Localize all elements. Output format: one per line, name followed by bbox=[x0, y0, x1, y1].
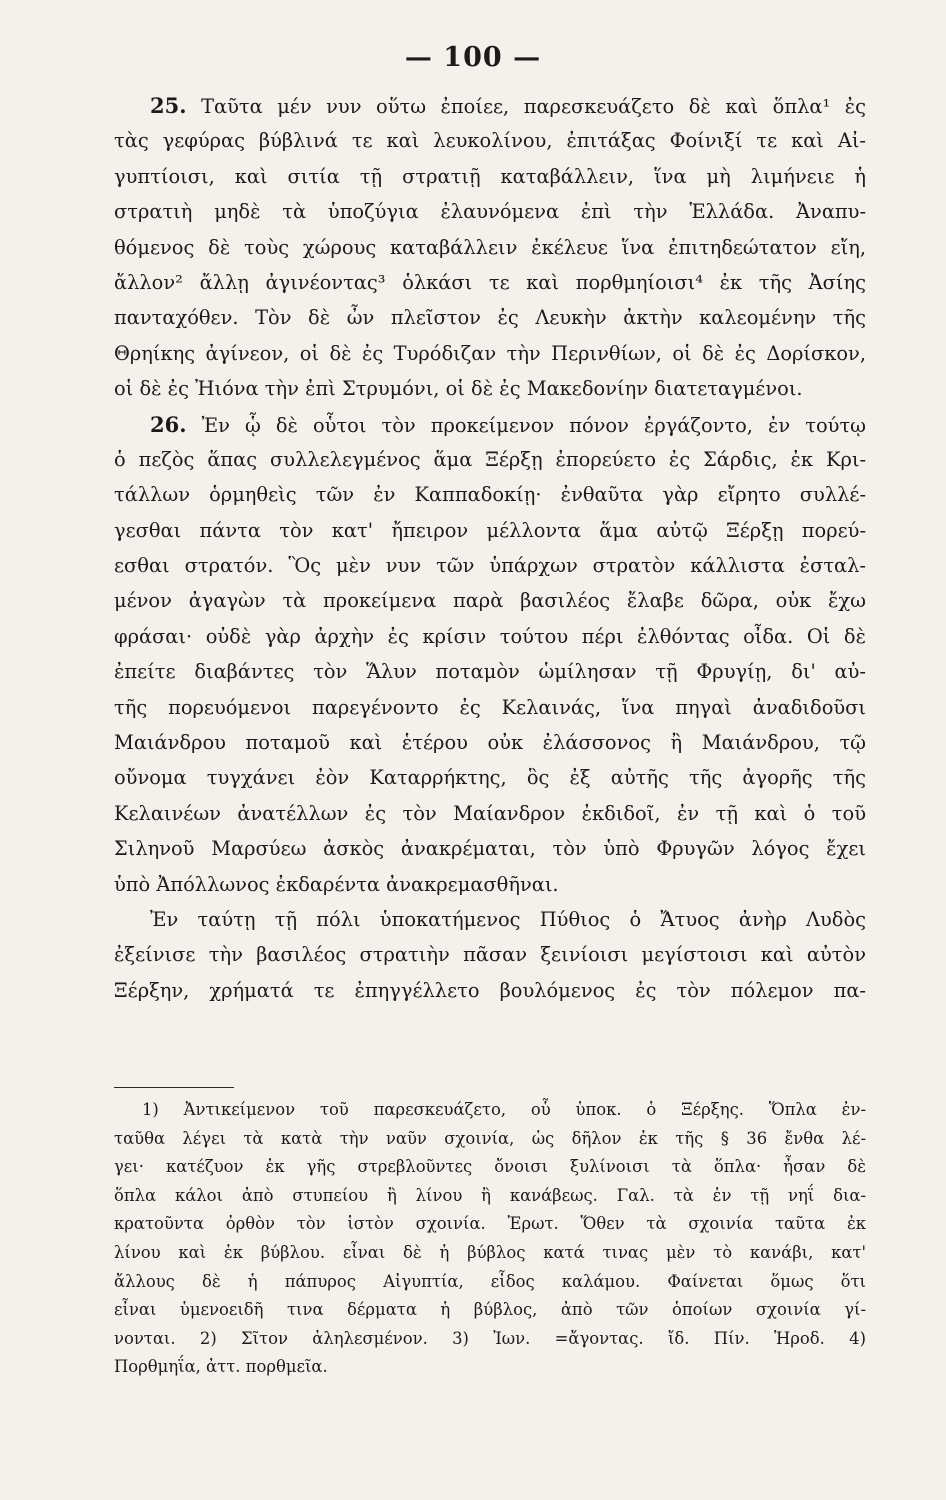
paragraph-25 bbox=[114, 88, 866, 407]
text-line: εσθαι στρατόν. Ὃς μὲν νυν τῶν ὑπάρχων στρατὸν κάλλιστα ἐσταλ- bbox=[114, 554, 866, 578]
text-line: ὑπὸ Ἀπόλλωνος ἐκδαρέντα ἀνακρεμασθῆναι. bbox=[114, 872, 559, 896]
footnote-line: 1) Ἀντικείμενον τοῦ παρεσκευάζετο, οὗ ὑποκ. ὁ Ξέρξης. Ὅπλα ἐν- bbox=[142, 1100, 866, 1119]
text-line: Ἐν ταύτῃ τῇ πόλι ὑποκατήμενος Πύθιος ὁ Ἄτυος ἀνὴρ Λυδὸς bbox=[150, 907, 866, 931]
text-line: Μαιάνδρου ποταμοῦ καὶ ἑτέρου οὐκ ἐλάσσονος ἢ Μαιάνδρου, τῷ bbox=[114, 731, 866, 755]
page-number: — 100 — bbox=[404, 42, 542, 73]
text-line: Σιληνοῦ Μαρσύεω ἀσκὸς ἀνακρέμαται, τὸν ὑπὸ Φρυγῶν λόγος ἔχει bbox=[114, 837, 866, 861]
footnote-line: εἶναι ὑμενοειδῆ τινα δέρματα ἡ βύβλος, ἀπὸ τῶν ὁποίων σχοινία γί- bbox=[114, 1300, 866, 1320]
footnote-line: νονται. 2) Σῖτον ἀληλεσμένον. 3) Ἰων. =ἄγοντας. ἴδ. Πίν. Ἡροδ. 4) bbox=[114, 1328, 866, 1348]
paragraph-26 bbox=[114, 407, 866, 902]
text-line: τῆς πορευόμενοι παρεγένοντο ἐς Κελαινάς, ἵνα πηγαὶ ἀναδιδοῦσι bbox=[114, 695, 866, 719]
text-line: 25. Ταῦτα μέν νυν οὕτω ἐποίεε, παρεσκευάζετο δὲ καὶ ὅπλα¹ ἐς bbox=[150, 93, 866, 118]
text-line: γεσθαι πάντα τὸν κατ' ἤπειρον μέλλοντα ἅμα αὐτῷ Ξέρξῃ πορεύ- bbox=[114, 518, 866, 542]
footnotes bbox=[114, 1096, 866, 1382]
text-line: οἱ δὲ ἐς Ἠιόνα τὴν ἐπὶ Στρυμόνι, οἱ δὲ ἐς Μακεδονίην διατεταγμένοι. bbox=[114, 377, 803, 401]
footnote-line: ὅπλα κάλοι ἀπὸ στυπείου ἢ λίνου ἢ κανάβεως. Γαλ. τὰ ἐν τῇ νηΐ δια- bbox=[114, 1185, 866, 1205]
text-line: πανταχόθεν. Τὸν δὲ ὦν πλεῖστον ἐς Λευκὴν ἀκτὴν καλεομένην τῆς bbox=[114, 306, 866, 330]
text-line: Κελαινέων ἀνατέλλων ἐς τὸν Μαίανδρον ἐκδιδοῖ, ἐν τῇ καὶ ὁ τοῦ bbox=[114, 801, 866, 825]
text-line: 26. Ἐν ᾧ δὲ οὗτοι τὸν προκείμενον πόνον ἐργάζοντο, ἐν τούτῳ bbox=[150, 411, 866, 437]
paragraph-27 bbox=[114, 902, 866, 1008]
text-line: ἐπείτε διαβάντες τὸν Ἅλυν ποταμὸν ὡμίλησαν τῇ Φρυγίῃ, δι' αὐ- bbox=[114, 660, 866, 684]
footnote-line: ἄλλους δὲ ἡ πάπυρος Αἰγυπτία, εἶδος καλάμου. Φαίνεται ὅμως ὅτι bbox=[114, 1271, 866, 1291]
text-line: τὰς γεφύρας βύβλινά τε καὶ λευκολίνου, ἐπιτάξας Φοίνιξί τε καὶ Αἰ- bbox=[114, 129, 866, 153]
text-line: Θρηίκης ἀγίνεον, οἱ δὲ ἐς Τυρόδιζαν τὴν Περινθίων, οἱ δὲ ἐς Δορίσκον, bbox=[114, 341, 866, 365]
text-line: Ξέρξην, χρήματά τε ἐπηγγέλλετο βουλόμενος ἐς τὸν πόλεμον πα- bbox=[114, 978, 866, 1002]
text-line: θόμενος δὲ τοὺς χώρους καταβάλλειν ἐκέλευε ἵνα ἐπιτηδεώτατον εἴη, bbox=[114, 235, 866, 259]
text-line: οὔνομα τυγχάνει ἐὸν Καταρρήκτης, ὃς ἐξ αὐτῆς τῆς ἀγορῆς τῆς bbox=[114, 766, 866, 790]
text-line: τάλλων ὁρμηθεὶς τῶν ἐν Καππαδοκίῃ· ἐνθαῦτα γὰρ εἴρητο συλλέ- bbox=[114, 483, 866, 507]
footnote-line: Πορθμηΐα, ἀττ. πορθμεῖα. bbox=[114, 1357, 328, 1377]
text-line: φράσαι· οὐδὲ γὰρ ἀρχὴν ἐς κρίσιν τούτου πέρι ἐλθόντας οἶδα. Οἱ δὲ bbox=[114, 624, 866, 648]
section-number: 26. bbox=[150, 411, 187, 437]
footnote-line: γει· κατέζυον ἐκ γῆς στρεβλοῦντες ὄνοισι ξυλίνοισι τὰ ὅπλα· ἦσαν δὲ bbox=[114, 1157, 866, 1177]
footnote-line: ταῦθα λέγει τὰ κατὰ τὴν ναῦν σχοινία, ὡς δῆλον ἐκ τῆς § 36 ἔνθα λέ- bbox=[114, 1128, 866, 1148]
footnote-divider bbox=[114, 1087, 234, 1088]
main-text bbox=[114, 88, 866, 1008]
text-line: στρατιὴ μηδὲ τὰ ὑποζύγια ἐλαυνόμενα ἐπὶ τὴν Ἑλλάδα. Ἀναπυ- bbox=[114, 200, 866, 224]
text-line: γυπτίοισι, καὶ σιτία τῇ στρατιῇ καταβάλλειν, ἵνα μὴ λιμήνειε ἡ bbox=[114, 164, 866, 188]
text-line: ἐξείνισε τὴν βασιλέος στρατιὴν πᾶσαν ξεινίοισι μεγίστοισι καὶ αὐτὸν bbox=[114, 943, 866, 967]
section-number: 25. bbox=[150, 93, 187, 118]
text-line: ἄλλον² ἄλλῃ ἀγινέοντας³ ὁλκάσι τε καὶ πορθμηίοισι⁴ ἐκ τῆς Ἀσίης bbox=[114, 270, 866, 294]
text-line: μένον ἀγαγὼν τὰ προκείμενα παρὰ βασιλέος ἔλαβε δῶρα, οὐκ ἔχω bbox=[114, 589, 866, 613]
footnote-line: λίνου καὶ ἐκ βύβλου. εἶναι δὲ ἡ βύβλος κατά τινας μὲν τὸ κανάβι, κατ' bbox=[114, 1242, 866, 1262]
footnote-line: κρατοῦντα ὀρθὸν τὸν ἱστὸν σχοινία. Ἐρωτ. Ὅθεν τὰ σχοινία ταῦτα ἐκ bbox=[114, 1214, 866, 1234]
text-line: ὁ πεζὸς ἅπας συλλελεγμένος ἅμα Ξέρξῃ ἐπορεύετο ἐς Σάρδις, ἐκ Κρι- bbox=[114, 447, 866, 471]
